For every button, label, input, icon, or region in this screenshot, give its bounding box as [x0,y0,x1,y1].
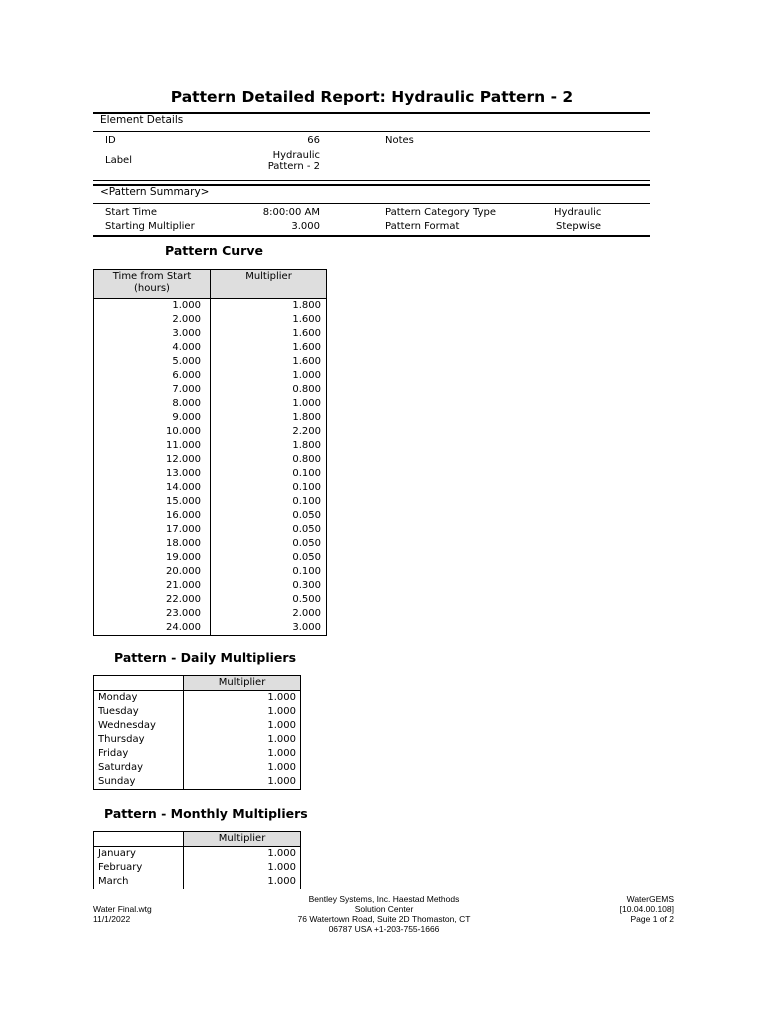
row-value-cell: 1.000 [267,692,296,703]
row-value-cell: 1.000 [267,848,296,859]
row-key-cell: 8.000 [172,398,201,409]
row-value-cell: 0.050 [292,538,321,549]
row-key-cell: January [98,848,136,859]
table-row [94,847,300,861]
row-key-cell: Tuesday [98,706,139,717]
pattern-curve-heading: Pattern Curve [165,243,263,258]
monthly-multiplier-column-header: Multiplier [184,832,300,846]
time-column-header-line-1: Time from Start [112,271,192,282]
footer-left [93,904,152,924]
row-key-cell: 13.000 [166,468,201,479]
table-row [94,607,326,621]
footer-version: [10.04.00.108] [619,904,674,914]
row-value-cell: 0.100 [292,496,321,507]
row-value-cell: 2.000 [292,608,321,619]
footer-product: WaterGEMS [626,894,674,904]
table-row [94,705,300,719]
label-value-line-1: Hydraulic [272,150,320,161]
row-value-cell: 2.200 [292,426,321,437]
row-value-cell: 0.050 [292,524,321,535]
row-value-cell: 1.000 [267,862,296,873]
row-value-cell: 0.800 [292,384,321,395]
row-key-cell: 10.000 [166,426,201,437]
table-row [94,341,326,355]
table-row [94,481,326,495]
table-row [94,621,326,635]
table-row [94,383,326,397]
footer-company-line-2: Solution Center [354,904,414,914]
footer-company-line-3: 76 Watertown Road, Suite 2D Thomaston, CT [297,914,471,924]
table-row [94,593,326,607]
daily-multiplier-column-header: Multiplier [184,676,300,690]
category-value: Hydraulic [554,207,602,218]
daily-rows [94,691,300,789]
row-key-cell: 20.000 [166,566,201,577]
row-key-cell: 11.000 [166,440,201,451]
table-row [94,411,326,425]
row-key-cell: 16.000 [166,510,201,521]
row-key-cell: February [98,862,143,873]
table-row [94,861,300,875]
format-label: Pattern Format [385,221,460,232]
report-title: Pattern Detailed Report: Hydraulic Pattern - 2 [170,88,574,106]
pattern-curve-rows [94,299,326,635]
row-key-cell: 21.000 [166,580,201,591]
table-row [94,299,326,313]
row-value-cell: 1.000 [267,876,296,887]
row-value-cell: 0.300 [292,580,321,591]
row-value-cell: 1.800 [292,440,321,451]
row-value-cell: 1.000 [267,748,296,759]
row-value-cell: 1.000 [292,370,321,381]
summary-top-rule [93,180,650,181]
row-value-cell: 0.050 [292,552,321,563]
row-value-cell: 1.600 [292,314,321,325]
table-row [94,467,326,481]
table-row [94,875,300,889]
start-time-label: Start Time [105,207,158,218]
row-value-cell: 0.100 [292,482,321,493]
row-key-cell: 22.000 [166,594,201,605]
summary-sub-rule [93,203,650,204]
row-value-cell: 0.100 [292,566,321,577]
daily-multipliers-heading: Pattern - Daily Multipliers [114,650,297,665]
pattern-curve-table [93,269,327,636]
multiplier-column-header: Multiplier [245,271,292,282]
row-key-cell: March [98,876,129,887]
pattern-summary-heading: <Pattern Summary> [100,186,210,198]
row-key-cell: Sunday [98,776,136,787]
time-column-header-line-2: (hours) [134,283,170,294]
row-value-cell: 0.100 [292,468,321,479]
label-label: Label [105,155,132,166]
table-row [94,551,326,565]
table-row [94,719,300,733]
row-key-cell: Monday [98,692,138,703]
table-row [94,565,326,579]
row-key-cell: 23.000 [166,608,201,619]
row-value-cell: 1.600 [292,356,321,367]
notes-label: Notes [385,135,414,146]
table-row [94,775,300,789]
table-row [94,523,326,537]
row-key-cell: 7.000 [172,384,201,395]
row-value-cell: 1.000 [267,776,296,787]
row-key-cell: Saturday [98,762,144,773]
start-time-value: 8:00:00 AM [262,207,320,218]
row-key-cell: Friday [98,748,129,759]
row-value-cell: 1.000 [267,720,296,731]
table-row [94,691,300,705]
table-row [94,537,326,551]
table-row [94,355,326,369]
table-row [94,579,326,593]
daily-table-header [94,676,300,691]
format-value: Stepwise [556,221,602,232]
footer-company-line-4: 06787 USA +1-203-755-1666 [328,924,440,934]
table-row [94,761,300,775]
element-details-heading: Element Details [100,114,184,126]
table-row [94,369,326,383]
element-details-rule [93,131,650,132]
monthly-multipliers-heading: Pattern - Monthly Multipliers [104,806,308,821]
table-row [94,509,326,523]
starting-multiplier-label: Starting Multiplier [105,221,195,232]
row-key-cell: 6.000 [172,370,201,381]
row-key-cell: 3.000 [172,328,201,339]
row-value-cell: 3.000 [292,622,321,633]
table-row [94,733,300,747]
row-key-cell: 14.000 [166,482,201,493]
row-value-cell: 0.500 [292,594,321,605]
row-key-cell: 19.000 [166,552,201,563]
footer-right [574,894,674,924]
table-row [94,747,300,761]
row-value-cell: 1.000 [267,762,296,773]
row-key-cell: 4.000 [172,342,201,353]
row-value-cell: 1.800 [292,300,321,311]
footer-page: Page 1 of 2 [630,914,674,924]
row-key-cell: 24.000 [166,622,201,633]
footer-center [234,894,534,934]
monthly-multipliers-table [93,831,301,889]
row-value-cell: 0.800 [292,454,321,465]
label-value-line-2: Pattern - 2 [267,161,320,172]
summary-bottom-rule [93,235,650,237]
row-key-cell: 18.000 [166,538,201,549]
category-label: Pattern Category Type [385,207,496,218]
row-value-cell: 1.600 [292,342,321,353]
footer-date: 11/1/2022 [93,914,131,924]
table-row [94,495,326,509]
table-row [94,397,326,411]
table-row [94,327,326,341]
footer-file: Water Final.wtg [93,904,152,914]
row-key-cell: 1.000 [172,300,201,311]
time-column-header [94,271,210,295]
table-row [94,439,326,453]
row-value-cell: 1.800 [292,412,321,423]
row-value-cell: 1.000 [267,706,296,717]
row-key-cell: 15.000 [166,496,201,507]
row-value-cell: 1.000 [292,398,321,409]
table-row [94,313,326,327]
row-key-cell: 17.000 [166,524,201,535]
row-key-cell: Thursday [98,734,145,745]
row-key-cell: 2.000 [172,314,201,325]
id-value: 66 [307,135,320,146]
monthly-table-header [94,832,300,847]
footer-company-line-1: Bentley Systems, Inc. Haestad Methods [308,894,460,904]
starting-multiplier-value: 3.000 [291,221,320,232]
row-key-cell: Wednesday [98,720,156,731]
table-row [94,425,326,439]
row-value-cell: 1.600 [292,328,321,339]
id-label: ID [105,135,116,146]
monthly-rows [94,847,300,889]
table-row [94,453,326,467]
row-key-cell: 9.000 [172,412,201,423]
row-value-cell: 1.000 [267,734,296,745]
row-key-cell: 5.000 [172,356,201,367]
row-value-cell: 0.050 [292,510,321,521]
daily-multipliers-table [93,675,301,790]
row-key-cell: 12.000 [166,454,201,465]
